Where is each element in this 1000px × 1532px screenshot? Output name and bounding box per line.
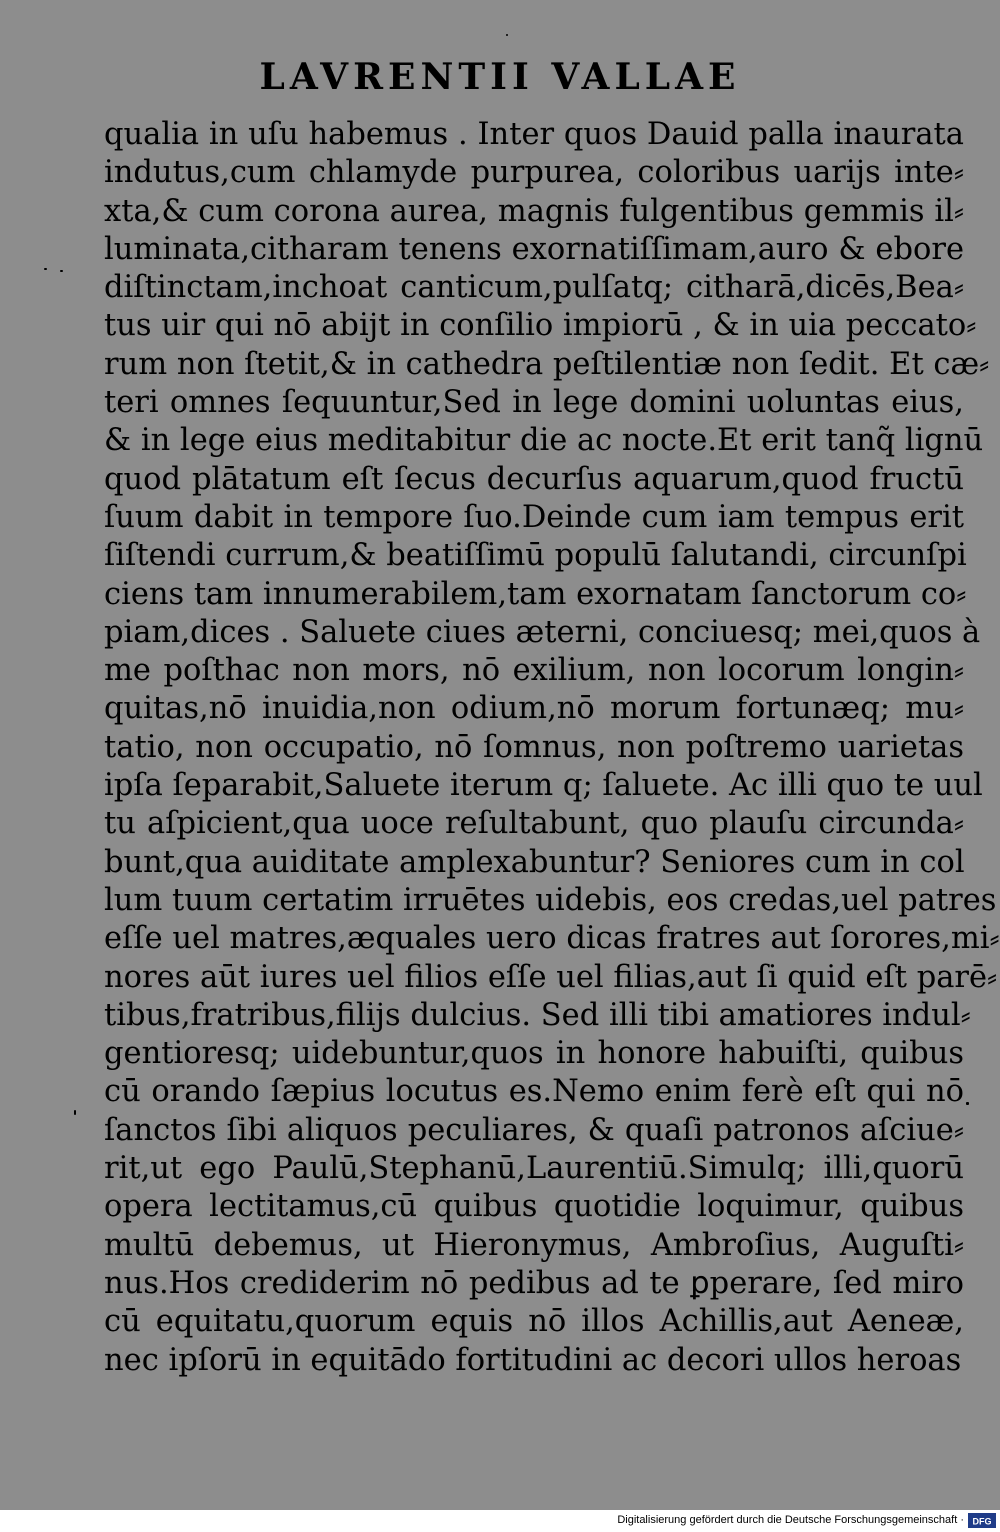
scan-speck [74, 1110, 76, 1115]
text-line: gentioresq; uidebuntur,quos in honore habuiſti, quibus [104, 1036, 964, 1072]
text-line: multū debemus, ut Hieronymus, Ambroſius, Auguſti⸗ [104, 1227, 964, 1263]
text-line: xta,& cum corona aurea, magnis fulgentibus gemmis il⸗ [104, 193, 964, 229]
text-line: eſſe uel matres,æquales uero dicas fratres aut ſorores,mi⸗ [104, 921, 1000, 957]
text-line: nus.Hos crediderim nō pedibus ad te ꝑperare, ſed miro [104, 1265, 964, 1301]
dfg-logo-text: DFG [972, 1516, 992, 1527]
text-line: diſtinctam,inchoat canticum,pulſatq; citharā,dicēs,Bea⸗ [104, 270, 964, 306]
text-line: quod plātatum eſt ſecus decurſus aquarum,quod fructū [104, 461, 964, 497]
dfg-logo-icon [968, 1513, 996, 1528]
text-line: nec ipſorū in equitādo fortitudini ac decori ullos heroas [104, 1342, 962, 1378]
text-line: opera lectitamus,cū quibus quotidie loquimur, quibus [104, 1189, 964, 1225]
funding-credit: Digitalisierung gefördert durch die Deutsche Forschungsgemeinschaft · [617, 1514, 964, 1526]
digitization-footer [0, 1510, 1000, 1532]
text-line: teri omnes ſequuntur,Sed in lege domini uoluntas eius, [104, 385, 964, 421]
text-line: tus uir qui nō abijt in conſilio impiorū , & in uia peccato⸗ [104, 308, 977, 344]
scan-speck [506, 34, 508, 36]
text-line: ſanctos ſibi aliquos peculiares, & quaſi patronos aſciue⸗ [104, 1112, 964, 1148]
text-line: lum tuum certatim irruētes uidebis, eos credas,uel patres [104, 882, 997, 918]
text-line: ſuum dabit in tempore ſuo.Deinde cum iam tempus erit [104, 499, 964, 535]
text-line: ciens tam innumerabilem,tam exornatam ſanctorum co⸗ [104, 576, 967, 612]
body-text [104, 116, 1000, 1380]
text-line: ſiſtendi currum,& beatiſſimū populū ſalutandi, circunſpi [104, 538, 967, 574]
text-line: ipſa ſeparabit,Saluete iterum q; ſaluete. Ac illi quo te uul [104, 768, 983, 804]
text-line: & in lege eius meditabitur die ac nocte.Et erit tanq̃ lignū [104, 423, 984, 459]
text-line: bunt,qua auiditate amplexabuntur? Seniores cum in col [104, 844, 965, 880]
scan-speck [60, 270, 63, 272]
text-line: indutus,cum chlamyde purpurea, coloribus uarijs inte⸗ [104, 155, 964, 191]
text-line: luminata,citharam tenens exornatiſſimam,auro & ebore [104, 231, 964, 267]
text-line: quitas,nō inuidia,non odium,nō morum fortunæq; mu⸗ [104, 691, 964, 727]
text-line: qualia in uſu habemus . Inter quos Dauid palla inaurata [104, 117, 964, 152]
text-line: tibus,fratribus,filijs dulcius. Sed illi tibi amatiores indul⸗ [104, 997, 971, 1033]
running-title: LAVRENTII VALLAE [259, 56, 741, 98]
text-line: piam,dices . Saluete ciues æterni, conciuesq; mei,quos à [104, 614, 981, 650]
text-line: me poſthac non mors, nō exilium, non locorum longin⸗ [104, 653, 964, 689]
text-line: tu aſpicient,qua uoce reſultabunt, quo plauſu circunda⸗ [104, 806, 964, 842]
text-line: rum non ſtetit,& in cathedra peſtilentiæ non ſedit. Et cæ⸗ [104, 346, 990, 382]
text-line: cū equitatu,quorum equis nō illos Achillis,aut Aeneæ, [104, 1304, 964, 1340]
text-line: rit,ut ego Paulū,Stephanū,Laurentiū.Simulq; illi,quorū [104, 1151, 964, 1187]
scan-speck [966, 1102, 969, 1105]
text-line: tatio, non occupatio, nō ſomnus, non poſtremo uarietas [104, 729, 964, 765]
text-line: nores aūt iures uel filios eſſe uel filias,aut ſi quid eſt parē⸗ [104, 959, 998, 995]
scan-speck [44, 268, 47, 270]
text-line: cū orando ſæpius locutus es.Nemo enim ferè eſt qui nō [104, 1074, 964, 1110]
